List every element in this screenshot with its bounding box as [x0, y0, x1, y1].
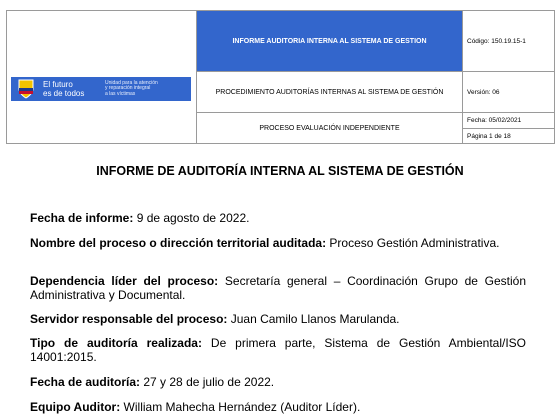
brand-text: El futuro es de todos	[43, 80, 85, 98]
report-banner-title: INFORME AUDITORIA INTERNA AL SISTEMA DE GESTION	[197, 11, 463, 72]
field-audit-type: Tipo de auditoría realizada: De primera parte, Sistema de Gestión Ambiental/ISO 14001:2015.	[30, 336, 526, 364]
logo-banner	[11, 77, 191, 101]
colombia-coat-of-arms-icon	[17, 79, 35, 99]
document-code: Código: 150.19.15-1	[463, 11, 555, 72]
field-lead-dependency: Dependencia líder del proceso: Secretaría general – Coordinación Grupo de Gestión Administrativa y Documental.	[30, 274, 526, 302]
document-title: INFORME DE AUDITORÍA INTERNA AL SISTEMA DE GESTIÓN	[96, 164, 464, 178]
field-audited-process: Nombre del proceso o dirección territorial auditada: Proceso Gestión Administrativa.	[30, 236, 500, 250]
field-responsible-officer: Servidor responsable del proceso: Juan Camilo Llanos Marulanda.	[30, 312, 400, 326]
field-audit-date: Fecha de auditoría: 27 y 28 de julio de 2022.	[30, 375, 275, 389]
document-header	[6, 10, 555, 144]
field-audit-team: Equipo Auditor: William Mahecha Hernández (Auditor Líder).	[30, 400, 361, 414]
process-name: PROCESO EVALUACIÓN INDEPENDIENTE	[197, 113, 463, 144]
procedure-name: PROCEDIMIENTO AUDITORÍAS INTERNAS AL SISTEMA DE GESTIÓN	[197, 72, 463, 113]
logo-cell	[7, 11, 197, 144]
field-report-date: Fecha de informe: 9 de agosto de 2022.	[30, 211, 250, 225]
document-date: Fecha: 05/02/2021	[463, 113, 555, 129]
document-version: Versión: 06	[463, 72, 555, 113]
page-number: Página 1 de 18	[463, 129, 555, 144]
unit-text: Unidad para la atención y reparación integral a las víctimas	[105, 79, 158, 97]
